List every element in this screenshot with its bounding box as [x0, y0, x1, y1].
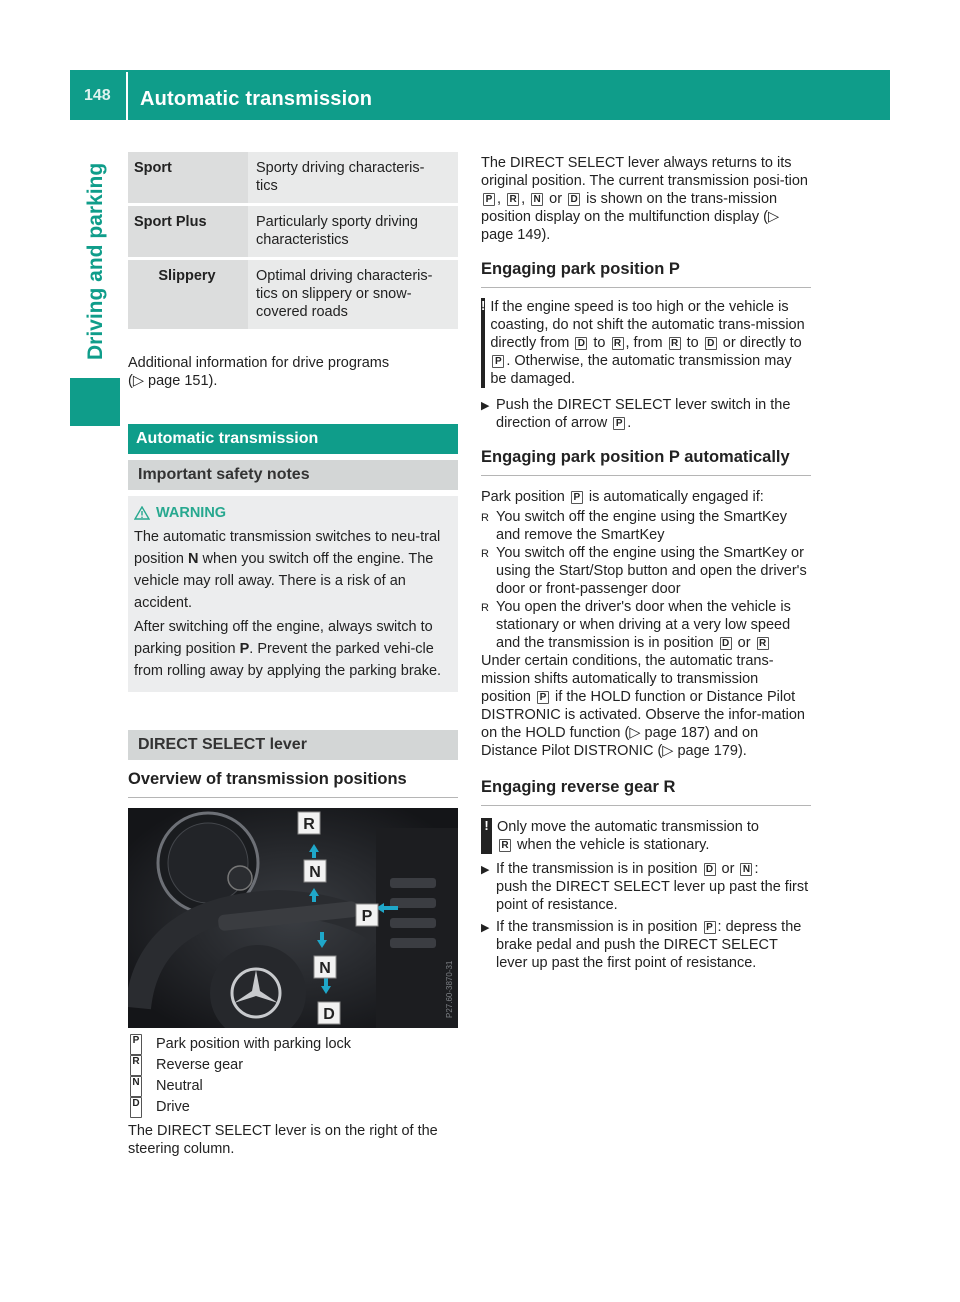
steering-wheel-photo [128, 808, 458, 1028]
program-desc: Sporty driving characteris- tics [248, 152, 458, 206]
ref-arrow-icon: ▷ [767, 209, 780, 225]
intro-text: The DIRECT SELECT lever always returns to its original position. The current transmission posi-tion P , R , N or D is shown on the trans-mission position display on the multifunction display (▷ page 149). [481, 155, 808, 243]
warning-label: WARNING [156, 505, 227, 521]
section-header-direct-select: DIRECT SELECT lever [128, 730, 458, 760]
table-row [128, 260, 458, 332]
header-divider [126, 72, 128, 120]
auto-conditions: Under certain conditions, the automatic trans-mission shifts automatically to transmission position P if the HOLD function or Distance Pilot DISTRONIC is activated. Observe the infor-mation on the HOLD function (▷ page 187) and on Distance Pilot DISTRONIC (▷ page 179). [481, 653, 805, 759]
park-warning: ! If the engine speed is too high or the vehicle is coasting, do not shift the automatic trans-mission directly from D to R , from R to D or directly to P . Otherwise, the automatic transmission may be damaged. [481, 298, 805, 387]
program-name: Sport [128, 152, 248, 206]
photo-label-r: R [303, 816, 315, 833]
d-key-icon: D [568, 193, 580, 206]
bullet-icon: R [481, 512, 489, 524]
heading-reverse: Engaging reverse gear R [481, 778, 811, 806]
position-legend [128, 1034, 458, 1118]
park-step: ▶ Push the DIRECT SELECT lever switch in the direction of arrow P . [481, 397, 791, 431]
photo-code: P27.60-3870-31 [445, 960, 454, 1018]
program-name: Sport Plus [128, 206, 248, 260]
p-key-icon: P [130, 1034, 142, 1055]
r-key-icon: R [130, 1055, 142, 1076]
list-item: R You switch off the engine using the SmartKey or using the Start/Stop button and open the driver's door or front-passenger door [481, 545, 807, 597]
additional-info-text: Additional information for drive programs [128, 355, 390, 371]
warning-triangle-icon [134, 506, 150, 520]
photo-label-p: P [361, 908, 373, 925]
reverse-step-1: ▶ If the transmission is in position D or N : push the DIRECT SELECT lever up past the first point of resistance. [481, 861, 809, 913]
warning-text-2: After switching off the engine, always switch to parking position P. Prevent the parked vehi-cle from rolling away by applying the parking brake. [134, 619, 442, 679]
page-title: Automatic transmission [140, 88, 373, 110]
drive-programs-table [128, 152, 458, 332]
photo-label-d: D [323, 1006, 335, 1023]
legend-item: R Reverse gear [128, 1055, 458, 1076]
bullet-icon: R [481, 602, 489, 614]
list-item: R You switch off the engine using the SmartKey and remove the SmartKey [481, 509, 787, 543]
program-desc: Optimal driving characteris- tics on slippery or snow- covered roads [248, 260, 458, 332]
p-key-icon: P [483, 193, 495, 206]
n-key-icon: N [531, 193, 543, 206]
page-number: 148 [84, 87, 111, 104]
warning-text-1: The automatic transmission switches to neu-tral position N when you switch off the engine. The vehicle may roll away. There is a risk of an accident. [134, 529, 441, 611]
n-key-icon: N [130, 1076, 142, 1097]
r-key-icon: R [507, 193, 519, 206]
reverse-warning: ! Only move the automatic transmission to R when the vehicle is stationary. [481, 818, 811, 854]
ref-arrow-icon: ▷ [132, 373, 144, 389]
step-arrow-icon: ▶ [481, 864, 490, 876]
section-header-automatic: Automatic transmission [128, 424, 458, 454]
legend-item: D Drive [128, 1097, 458, 1118]
page-ref-link[interactable]: page 149). [481, 227, 551, 243]
side-tab-marker [70, 378, 120, 426]
photo-label-n: N [309, 864, 321, 881]
left-column [128, 152, 458, 1158]
table-row [128, 152, 458, 206]
right-column [481, 154, 811, 972]
d-key-icon: D [130, 1097, 142, 1118]
lever-note: The DIRECT SELECT lever is on the right of the steering column. [128, 1123, 438, 1157]
section-header-safety: Important safety notes [128, 460, 458, 490]
heading-park: Engaging park position P [481, 260, 811, 288]
additional-info: Additional information for drive programs (▷ page 151). [128, 355, 390, 389]
legend-item: N Neutral [128, 1076, 458, 1097]
warning-box [128, 496, 458, 692]
steering-wheel-illustration [128, 808, 458, 1028]
table-row [128, 206, 458, 260]
bullet-icon: R [481, 548, 489, 560]
heading-auto-park: Engaging park position P automatically [481, 448, 811, 476]
exclamation-icon: ! [481, 298, 485, 388]
program-desc: Particularly sporty driving characteristics [248, 206, 458, 260]
page-ref-link[interactable]: page 151). [148, 373, 218, 389]
reverse-step-2: ▶ If the transmission is in position P : depress the brake pedal and push the DIRECT SELECT lever up past the first point of resistance. [481, 919, 802, 971]
auto-intro: Park position P is automatically engaged if: [481, 489, 764, 505]
warning-title [134, 504, 452, 522]
exclamation-icon: ! [481, 818, 492, 854]
side-tab-label: Driving and parking [84, 162, 107, 360]
list-item: R You open the driver's door when the vehicle is stationary or when driving at a very low speed and the transmission is in position D or R [481, 599, 791, 651]
step-arrow-icon: ▶ [481, 400, 490, 412]
overview-heading: Overview of transmission positions [128, 770, 458, 798]
step-arrow-icon: ▶ [481, 922, 490, 934]
legend-item: P Park position with parking lock [128, 1034, 458, 1055]
program-name: Slippery [128, 260, 248, 332]
photo-label-n2: N [319, 960, 331, 977]
